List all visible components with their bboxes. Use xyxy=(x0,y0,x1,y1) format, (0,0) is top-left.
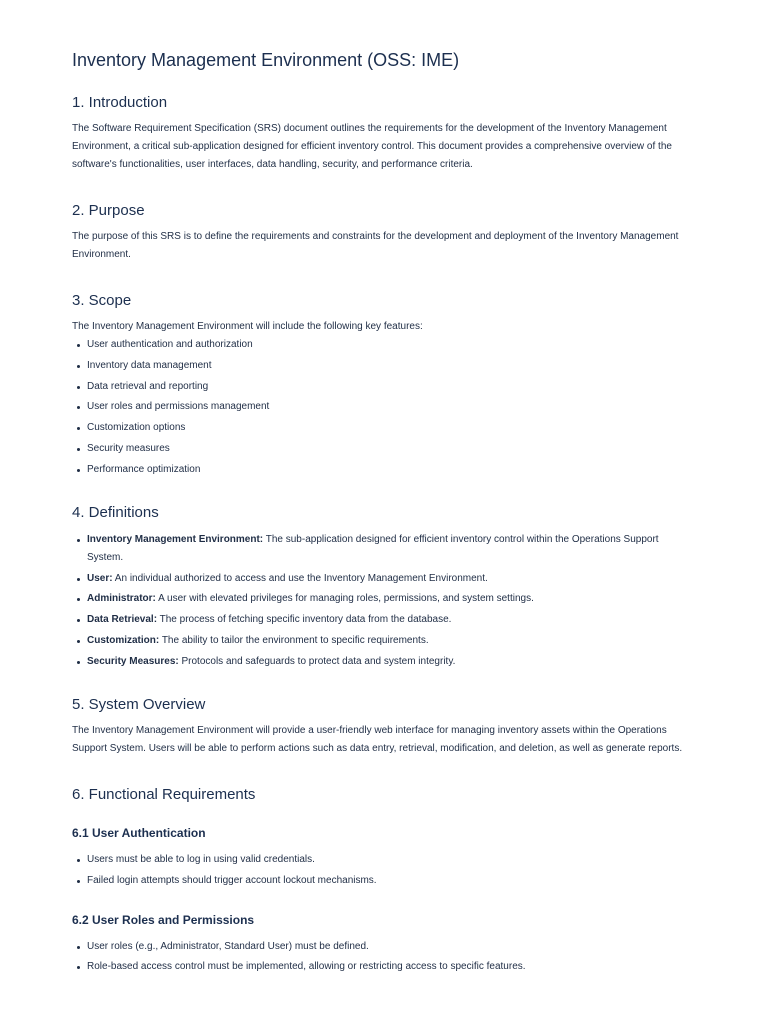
definition-item xyxy=(87,570,696,588)
user-authentication-list xyxy=(72,851,696,890)
introduction-heading: 1. Introduction xyxy=(72,94,168,111)
list-item: Inventory data management xyxy=(87,357,696,375)
definitions-heading: 4. Definitions xyxy=(72,503,159,521)
definition-term: User: xyxy=(87,572,113,584)
definitions-section xyxy=(72,503,696,671)
definition-term: Customization: xyxy=(87,634,160,646)
definition-desc: The process of fetching specific inventory data from the database. xyxy=(157,614,452,626)
list-item: User roles and permissions management xyxy=(87,398,696,416)
user-authentication-heading: 6.1 User Authentication xyxy=(72,825,206,840)
list-item: User authentication and authorization xyxy=(87,336,696,354)
scope-section xyxy=(72,291,696,479)
list-item: Users must be able to log in using valid credentials. xyxy=(87,851,696,869)
system-overview-text: The Inventory Management Environment will provide a user-friendly web interface for managing inventory assets within the Operations Support System. Users will be able to perform actions such as data entry, retrieval, modification, and deletion, as well as generate reports. xyxy=(72,724,683,754)
definition-term: Inventory Management Environment: xyxy=(87,533,264,545)
user-roles-list xyxy=(72,938,696,977)
definition-desc: Protocols and safeguards to protect data and system integrity. xyxy=(178,655,456,667)
list-item: Customization options xyxy=(87,419,696,437)
scope-intro: The Inventory Management Environment will include the following key features: xyxy=(72,321,423,332)
definition-term: Data Retrieval: xyxy=(87,614,158,626)
introduction-text: The Software Requirement Specification (SRS) document outlines the requirements for the development of the Inventory Management Environment, a critical sub-application designed for efficient inventory control. This document provides a comprehensive overview of the software's functionalities, user interfaces, data handling, security, and performance criteria. xyxy=(72,123,672,170)
list-item: Data retrieval and reporting xyxy=(87,378,696,396)
system-overview-heading: 5. System Overview xyxy=(72,695,206,713)
definition-item xyxy=(87,632,696,650)
definition-desc: A user with elevated privileges for managing roles, permissions, and system settings. xyxy=(155,593,534,605)
user-roles-heading: 6.2 User Roles and Permissions xyxy=(72,912,255,927)
document-title: Inventory Management Environment (OSS: IME) xyxy=(72,50,460,70)
definitions-list xyxy=(72,531,696,671)
functional-requirements-heading: 6. Functional Requirements xyxy=(72,785,256,803)
definition-item xyxy=(87,531,696,567)
system-overview-section xyxy=(72,695,696,758)
definition-desc: The ability to tailor the environment to specific requirements. xyxy=(159,634,429,646)
list-item: Security measures xyxy=(87,440,696,458)
list-item: User roles (e.g., Administrator, Standard User) must be defined. xyxy=(87,938,696,956)
scope-list xyxy=(72,336,696,479)
list-item: Failed login attempts should trigger account lockout mechanisms. xyxy=(87,872,696,890)
definition-desc: The sub-application designed for efficient inventory control within the Operations Support System. xyxy=(87,533,659,563)
definition-item xyxy=(87,611,696,629)
list-item: Role-based access control must be implemented, allowing or restricting access to specific features. xyxy=(87,958,696,976)
purpose-section xyxy=(72,201,696,264)
definition-item xyxy=(87,590,696,608)
scope-heading: 3. Scope xyxy=(72,292,132,309)
introduction-section xyxy=(72,93,696,174)
definition-desc: An individual authorized to access and use the Inventory Management Environment. xyxy=(112,572,488,584)
functional-requirements-section xyxy=(72,785,696,977)
purpose-heading: 2. Purpose xyxy=(72,202,145,219)
purpose-text: The purpose of this SRS is to define the requirements and constraints for the development and deployment of the Inventory Management Environment. xyxy=(72,231,679,260)
definition-term: Security Measures: xyxy=(87,655,179,667)
definition-item xyxy=(87,653,696,671)
list-item: Performance optimization xyxy=(87,461,696,479)
definition-term: Administrator: xyxy=(87,593,156,605)
